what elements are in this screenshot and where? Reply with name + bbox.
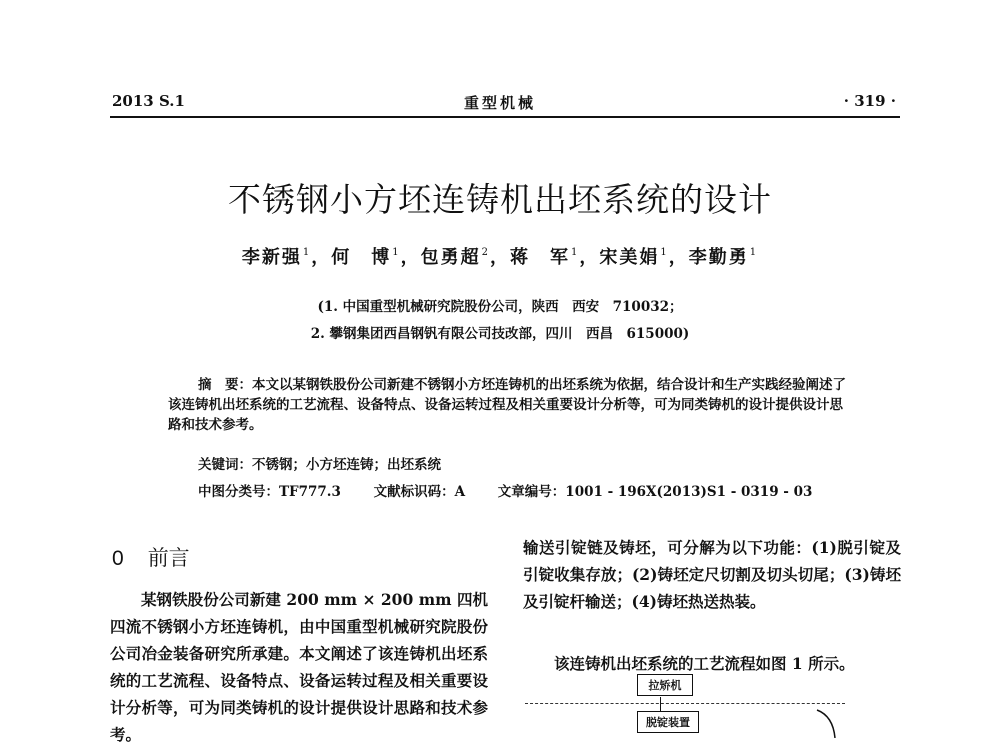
- author-name: 包勇超: [420, 247, 481, 268]
- author-affiliation-marker: 1: [571, 247, 580, 258]
- author-affiliation-marker: 2: [481, 247, 490, 258]
- abstract-label: 摘 要：: [198, 377, 252, 393]
- author-affiliation-marker: 1: [749, 247, 759, 258]
- clc-field: 中图分类号：TF777.3: [198, 484, 341, 500]
- author-name: 李新强: [241, 247, 302, 268]
- section-number: 0: [112, 547, 124, 570]
- right-column-paragraph-2: 该连铸机出坯系统的工艺流程如图 1 所示。: [554, 654, 855, 673]
- author-name: 蒋 军: [510, 247, 570, 268]
- abstract-text: 本文以某钢铁股份公司新建不锈钢小方坯连铸机的出坯系统为依据，结合设计和生产实践经验阐述了该连铸机出坯系统的工艺流程、设备特点、设备运转过程及相关重要设计分析等，可为同类铸机的设计提供设计思路和技术参考。: [168, 377, 846, 433]
- author-affiliation-marker: 1: [660, 247, 669, 258]
- doc-code-field: 文献标识码：A: [373, 484, 466, 500]
- header-rule: [110, 116, 900, 118]
- left-column-paragraph: 某钢铁股份公司新建 200 mm × 200 mm 四机四流不锈钢小方坯连铸机，由中国重型机械研究院股份公司冶金装备研究所承建。本文阐述了该连铸机出坯系统的工艺流程、设备特点、设备运转过程及相关重要设计分析等，可为同类铸机的设计提供设计思路和技术参考。: [110, 590, 488, 744]
- section-heading: [112, 542, 190, 572]
- affiliation-1: (1. 中国重型机械研究院股份公司，陕西 西安 710032；: [317, 299, 683, 315]
- abstract: [168, 375, 852, 435]
- running-header-page-number: · 319 ·: [843, 92, 896, 110]
- author-name: 李勤勇: [688, 247, 749, 268]
- author-name: 宋美娟: [599, 247, 660, 268]
- running-header-journal: 重型机械: [463, 94, 536, 112]
- keywords: [198, 455, 441, 475]
- author-list: 李新强$^1$，何 博$^1$，包勇超$^2$，蒋 军$^1$，宋美娟$^1$，李勤勇$^1$: [241, 247, 759, 268]
- figure-dashed-line: [525, 703, 845, 704]
- classification-line: [198, 482, 840, 502]
- affiliation-2: 2. 攀钢集团西昌钢钒有限公司技改部，四川 西昌 615000): [310, 326, 690, 342]
- keywords-text: 不锈钢；小方坯连铸；出坯系统: [252, 457, 441, 473]
- section-title: 前言: [147, 546, 190, 570]
- author-affiliation-marker: 1: [392, 247, 401, 258]
- figure-connector: [660, 697, 661, 711]
- keywords-label: 关键词：: [198, 457, 252, 473]
- running-header-issue: 2013 S.1: [112, 92, 185, 110]
- right-column-paragraph: 输送引锭链及铸坯，可分解为以下功能：(1)脱引锭及引锭收集存放；(2)铸坯定尺切割及切头切尾；(3)铸坯及引锭杆输送；(4)铸坯热送热装。: [523, 538, 901, 611]
- figure-box-straightener: 拉矫机: [637, 674, 693, 696]
- paper-title: 不锈钢小方坯连铸机出坯系统的设计: [228, 180, 772, 219]
- author-name: 何 博: [331, 247, 392, 268]
- figure-box-dummy-bar-disconnect: 脱锭装置: [637, 711, 699, 733]
- figure-curve: [815, 708, 845, 738]
- author-affiliation-marker: 1: [302, 247, 312, 258]
- article-number-field: 文章编号：1001 - 196X(2013)S1 - 0319 - 03: [497, 484, 813, 500]
